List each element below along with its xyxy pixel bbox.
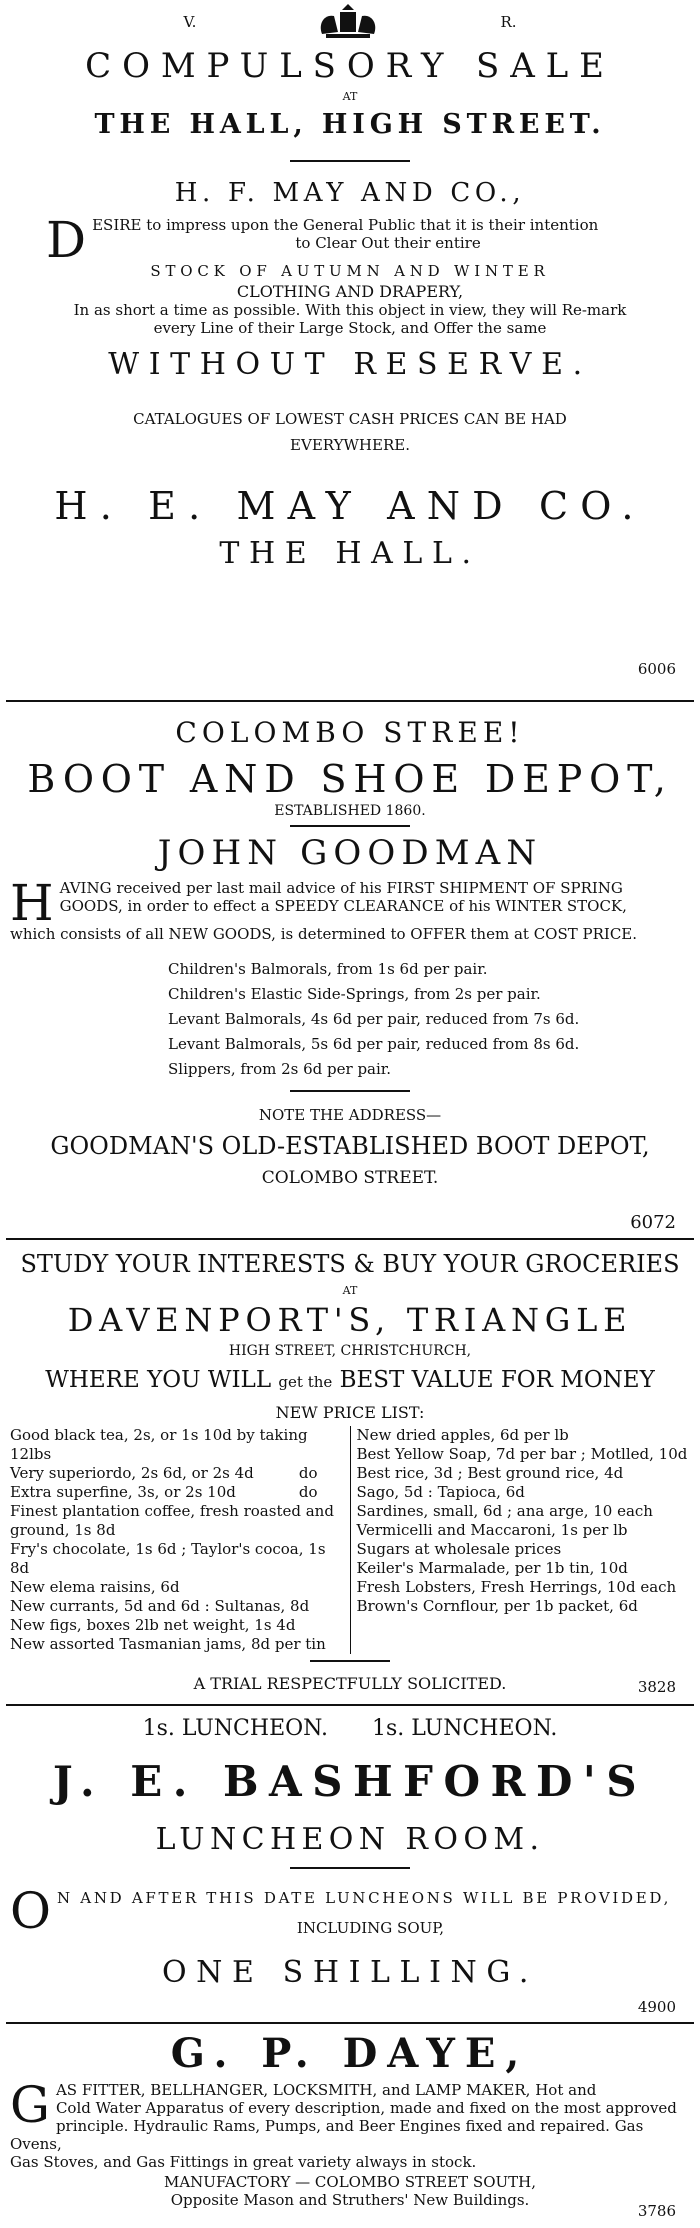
price-list-text: Extra superfine, 3s, or 2s 10d [10, 1483, 236, 1501]
royal-coat-of-arms-emblem [316, 4, 380, 40]
ad-bashfords [6, 1706, 694, 2022]
manufactory-line: MANUFACTORY — COLOMBO STREET SOUTH, [163, 2173, 537, 2191]
price-item: Children's Balmorals, from 1s 6d per pair. [168, 960, 488, 978]
daye-line: AS FITTER, BELLHANGER, LOCKSMITH, and LAMP MAKER, Hot and [55, 2081, 597, 2099]
ditto-mark: do [298, 1483, 318, 1501]
drop-cap: G [10, 2076, 50, 2134]
luncheon-paragraph [10, 1882, 684, 1940]
price-item: Children's Elastic Side-Springs, from 2s per pair. [168, 985, 541, 1003]
price-list-row: Best Yellow Soap, 7d per bar ; Motlled, 10d [356, 1445, 688, 1463]
price-list-row: New dried apples, 6d per lb [356, 1426, 569, 1444]
address-street: COLOMBO STREET. [261, 1168, 439, 1188]
ad-boot-depot [6, 702, 694, 1238]
groceries-headline: STUDY YOUR INTERESTS & BUY YOUR GROCERIES [20, 1250, 680, 1278]
ad-may-and-co [6, 0, 694, 700]
price-list-text: Fry's chocolate, 1s 6d ; Taylor's cocoa, 1s 8d [10, 1540, 326, 1577]
proprietor: JOHN GOODMAN [157, 833, 543, 873]
price-list-left [10, 1426, 351, 1654]
price-list-right [351, 1426, 691, 1654]
drop-cap: D [46, 211, 87, 269]
price-list-row: Keiler's Marmalade, per 1b tin, 10d [356, 1559, 628, 1577]
ad-number: 3786 [637, 2202, 676, 2220]
price-list-text: New assorted Tasmanian jams, 8d per tin [10, 1635, 326, 1653]
ad-number: 4900 [637, 1998, 676, 2016]
price-one-shilling: ONE SHILLING. [161, 1955, 539, 1990]
established: ESTABLISHED 1860. [274, 803, 426, 819]
price-list-row [10, 1540, 344, 1578]
sale-title: COMPULSORY SALE [85, 46, 615, 86]
catalogue-line: EVERYWHERE. [290, 436, 410, 454]
ad-number: 6072 [630, 1212, 676, 1233]
trial-line: A TRIAL RESPECTFULLY SOLICITED. [193, 1674, 507, 1693]
luncheon-line: INCLUDING SOUP, [296, 1919, 445, 1937]
drop-cap: O [10, 1882, 51, 1940]
store-location: HIGH STREET, CHRISTCHURCH, [228, 1343, 472, 1359]
address-line: GOODMAN'S OLD-ESTABLISHED BOOT DEPOT, [50, 1132, 650, 1160]
price-list-row [10, 1578, 344, 1597]
luncheon-heading [6, 1706, 694, 1741]
divider [290, 160, 410, 162]
daye-line: Gas Stoves, and Gas Fittings in great variety always in stock. [10, 2153, 477, 2171]
price-list-row [10, 1426, 344, 1464]
body-line: In as short a time as possible. With this object in view, they will Re-mark [73, 301, 627, 319]
firm-name: H. F. MAY AND CO., [174, 178, 526, 208]
price-list-text: New elema raisins, 6d [10, 1578, 180, 1596]
price-list-text: Very superiordo, 2s 6d, or 2s 4d [10, 1464, 254, 1482]
price-list-row: Vermicelli and Maccaroni, 1s per lb [356, 1521, 628, 1539]
intro-line: which consists of all NEW GOODS, is determined to OFFER them at COST PRICE. [10, 925, 638, 943]
price-list-row: Sardines, small, 6d ; ana arge, 10 each [356, 1502, 653, 1520]
ad-number: 3828 [637, 1678, 676, 1696]
price-list-columns [10, 1426, 690, 1654]
price-list-row: Best rice, 3d ; Best ground rice, 4d [356, 1464, 624, 1482]
without-reserve: WITHOUT RESERVE. [108, 347, 592, 382]
opposite-line: Opposite Mason and Struthers' New Buildings. [170, 2191, 530, 2209]
drop-cap: H [10, 874, 54, 932]
luncheon-line: N AND AFTER THIS DATE LUNCHEONS WILL BE PROVIDED, [57, 1889, 672, 1907]
price-list-row: Brown's Cornflour, per 1b packet, 6d [356, 1597, 638, 1615]
price-list-row [10, 1616, 344, 1635]
price-list-row [10, 1483, 344, 1502]
signature-hall: THE HALL. [219, 536, 481, 571]
header-right: R. [500, 13, 517, 31]
note-address: NOTE THE ADDRESS— [258, 1106, 442, 1124]
daye-name: G. P. DAYE, [170, 2030, 530, 2077]
desire-paragraph [46, 211, 684, 269]
at-label: AT [342, 90, 358, 103]
ad-daye [6, 2024, 694, 2224]
store-name: DAVENPORT'S, TRIANGLE [67, 1301, 633, 1339]
divider [290, 825, 410, 827]
header-left: V. [183, 13, 197, 31]
clothing-line: CLOTHING AND DRAPERY, [236, 282, 464, 301]
catalogue-line: CATALOGUES OF LOWEST CASH PRICES CAN BE HAD [133, 410, 567, 428]
venue: THE HALL, HIGH STREET. [94, 109, 606, 140]
price-list-row [10, 1464, 344, 1483]
price-item: Slippers, from 2s 6d per pair. [168, 1060, 392, 1078]
price-list-row [10, 1521, 344, 1540]
price-list-row: Sugars at wholesale prices [356, 1540, 562, 1558]
desire-line: to Clear Out their entire [295, 234, 481, 252]
divider [310, 1660, 390, 1662]
slogan [6, 1367, 694, 1393]
luncheon-room: LUNCHEON ROOM. [155, 1822, 545, 1857]
divider [290, 1867, 410, 1869]
signature-firm: H. E. MAY AND CO. [54, 484, 646, 528]
price-item: Levant Balmorals, 4s 6d per pair, reduced from 7s 6d. [168, 1010, 580, 1028]
depot-title: BOOT AND SHOE DEPOT, [27, 757, 673, 801]
slogan-part: get the [278, 1373, 333, 1391]
body-line: every Line of their Large Stock, and Offer the same [153, 319, 547, 337]
ad-davenports [6, 1240, 694, 1704]
price-list-text: ground, 1s 8d [10, 1521, 116, 1539]
price-list-text: Finest plantation coffee, fresh roasted and [10, 1502, 334, 1520]
price-list-row [10, 1502, 344, 1521]
at-label: AT [342, 1284, 358, 1297]
price-list-text: New figs, boxes 2lb net weight, 1s 4d [10, 1616, 296, 1634]
price-list-row: Sago, 5d : Tapioca, 6d [356, 1483, 525, 1501]
stock-line: STOCK OF AUTUMN AND WINTER [150, 262, 550, 280]
price-list-title: NEW PRICE LIST: [275, 1403, 425, 1422]
price-item: Levant Balmorals, 5s 6d per pair, reduced from 8s 6d. [168, 1035, 580, 1053]
price-list-row [10, 1635, 344, 1654]
price-list-row [10, 1597, 344, 1616]
bashford-name: J. E. BASHFORD'S [52, 1757, 648, 1806]
slogan-part: WHERE YOU WILL [45, 1367, 272, 1393]
slogan-part: BEST VALUE FOR MONEY [339, 1367, 655, 1393]
price-list-text: Good black tea, 2s, or 1s 10d by taking 12lbs [10, 1426, 308, 1463]
desire-line: ESIRE to impress upon the General Public that it is their intention [92, 216, 599, 234]
daye-paragraph [10, 2076, 686, 2171]
price-items [168, 957, 694, 1082]
price-list-row: Fresh Lobsters, Fresh Herrings, 10d each [356, 1578, 677, 1596]
price-list-text: New currants, 5d and 6d : Sultanas, 8d [10, 1597, 310, 1615]
divider [290, 1090, 410, 1092]
ad-number: 6006 [637, 660, 676, 678]
intro-paragraph [10, 874, 684, 943]
luncheon-text: 1s. LUNCHEON. [142, 1716, 328, 1741]
daye-line: principle. Hydraulic Rams, Pumps, and Beer Engines fixed and repaired. Gas Ovens, [10, 2117, 644, 2153]
daye-line: Cold Water Apparatus of every description, made and fixed on the most approved [55, 2099, 677, 2117]
ditto-mark: do [298, 1464, 318, 1482]
luncheon-text: 1s. LUNCHEON. [372, 1716, 558, 1741]
intro-line: GOODS, in order to effect a SPEEDY CLEARANCE of his WINTER STOCK, [59, 897, 627, 915]
street-heading: COLOMBO STREE! [175, 716, 525, 749]
intro-line: AVING received per last mail advice of his FIRST SHIPMENT OF SPRING [59, 879, 623, 897]
royal-header [6, 0, 694, 40]
